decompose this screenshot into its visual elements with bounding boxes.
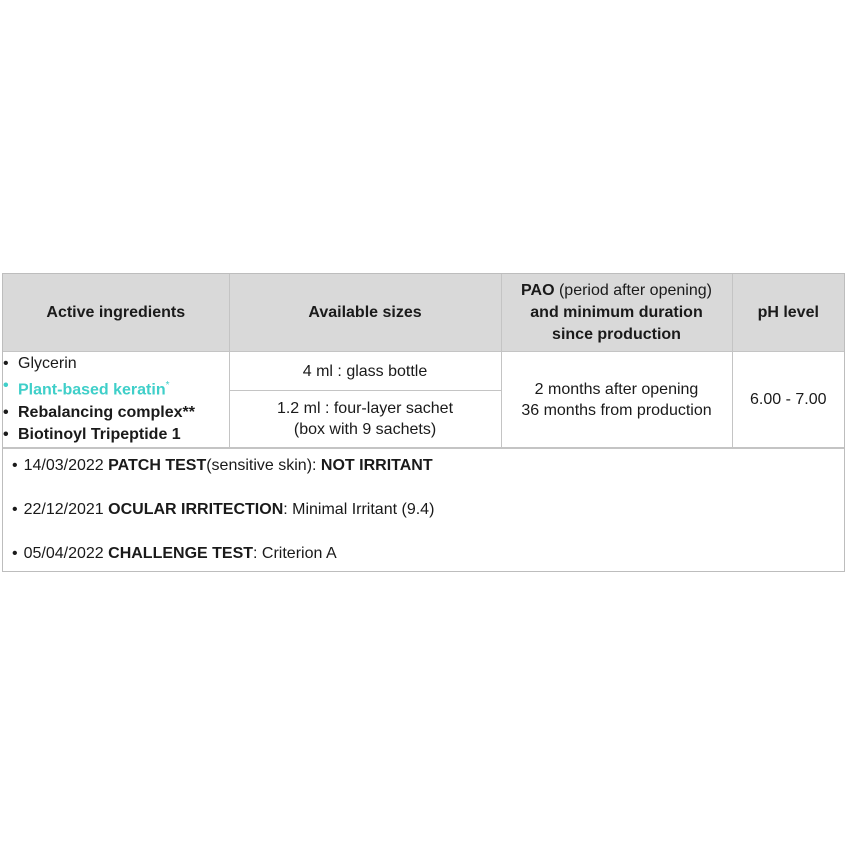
ingredient-item: • Biotinoyl Tripeptide 1 bbox=[3, 424, 229, 446]
ph-value: 6.00 - 7.00 bbox=[750, 391, 827, 408]
pao-line: 36 months from production bbox=[521, 401, 712, 419]
test-date: 05/04/2022 bbox=[23, 545, 104, 562]
spec-table bbox=[3, 274, 844, 448]
test-name: CHALLENGE TEST bbox=[108, 545, 254, 562]
test-detail: (sensitive skin): bbox=[206, 457, 321, 474]
test-name: PATCH TEST bbox=[108, 457, 207, 474]
test-results-section bbox=[3, 448, 844, 571]
header-pao bbox=[501, 274, 732, 352]
ingredient-item: • Rebalancing complex** bbox=[3, 402, 229, 424]
size-cell-bottle bbox=[229, 352, 501, 391]
ingredient-item: • Glycerin bbox=[3, 353, 229, 375]
header-ph: pH level bbox=[732, 274, 844, 352]
table-row bbox=[3, 352, 844, 391]
test-result-line bbox=[12, 499, 844, 521]
test-detail: : Minimal Irritant (9.4) bbox=[283, 501, 435, 518]
test-result-line bbox=[12, 455, 844, 477]
ingredient-footnote-mark: * bbox=[165, 380, 170, 392]
test-name: OCULAR IRRITECTION bbox=[108, 501, 284, 518]
header-pao-line3: since production bbox=[552, 325, 681, 343]
bullet: • bbox=[12, 501, 18, 518]
ph-cell bbox=[732, 352, 844, 448]
size-line: 1.2 ml : four-layer sachet bbox=[276, 400, 454, 417]
header-pao-line2: and minimum duration bbox=[530, 303, 703, 321]
header-pao-title: PAO bbox=[521, 281, 555, 299]
header-pao-subtitle: (period after opening) bbox=[554, 281, 712, 299]
pao-line: 2 months after opening bbox=[534, 380, 699, 398]
size-line: 4 ml : glass bottle bbox=[302, 362, 428, 380]
test-date: 22/12/2021 bbox=[23, 501, 104, 518]
header-sizes: Available sizes bbox=[229, 274, 501, 352]
test-date: 14/03/2022 bbox=[23, 457, 104, 474]
header-ingredients: Active ingredients bbox=[3, 274, 229, 352]
test-result-line bbox=[12, 543, 844, 565]
pao-cell bbox=[501, 352, 732, 448]
ingredient-item-highlighted: • Plant-based keratin* bbox=[3, 375, 229, 401]
bullet: • bbox=[12, 545, 18, 562]
size-cell-sachet bbox=[229, 391, 501, 448]
size-line: (box with 9 sachets) bbox=[293, 421, 437, 438]
ingredient-list bbox=[3, 353, 229, 445]
test-detail: : Criterion A bbox=[253, 545, 337, 562]
ingredients-cell bbox=[3, 352, 229, 448]
test-result: NOT IRRITANT bbox=[320, 457, 433, 474]
product-spec-sheet bbox=[2, 273, 845, 572]
bullet: • bbox=[12, 457, 18, 474]
header-row bbox=[3, 274, 844, 352]
